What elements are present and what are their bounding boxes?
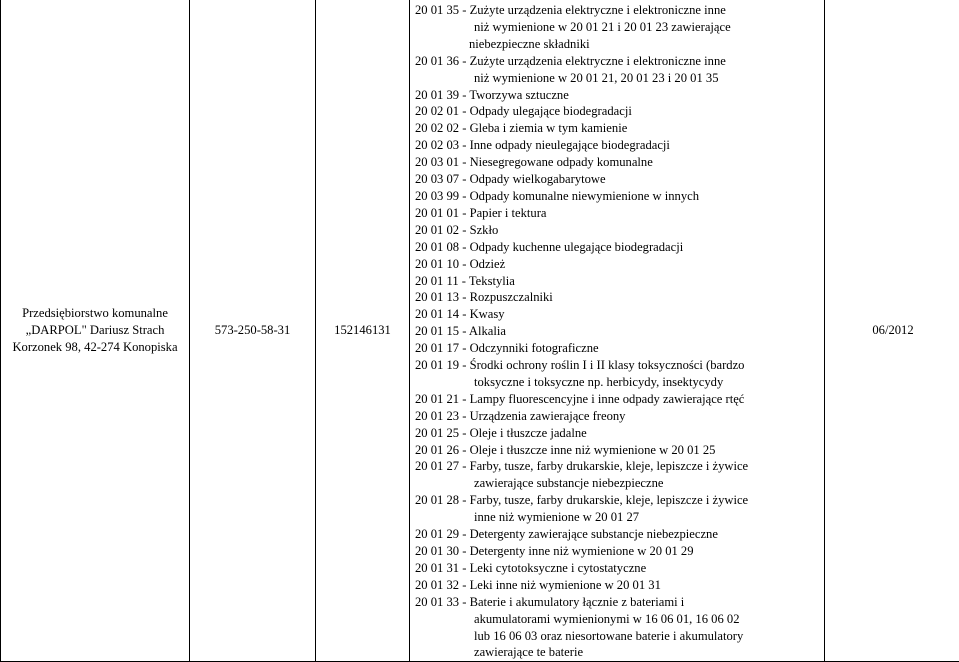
waste-code-line: 20 01 10 - Odzież [415,256,824,273]
waste-code-entry [415,256,824,273]
regon-cell [316,0,410,662]
waste-code-continuation: zawierające substancje niebezpieczne [415,475,824,492]
company-address: Korzonek 98, 42-274 Konopiska [1,339,189,356]
waste-code-line: 20 02 03 - Inne odpady nieulegające biodegradacji [415,137,824,154]
waste-code-continuation: niż wymienione w 20 01 21 i 20 01 23 zawierające [415,19,824,36]
waste-code-entry [415,357,824,391]
waste-code-entry [415,222,824,239]
waste-code-continuation: akumulatorami wymienionymi w 16 06 01, 16 06 02 [415,611,824,628]
waste-code-entry [415,425,824,442]
waste-code-line: 20 01 27 - Farby, tusze, farby drukarskie, kleje, lepiszcze i żywice [415,458,824,475]
date-cell [825,0,959,662]
waste-code-line: 20 01 11 - Tekstylia [415,273,824,290]
waste-code-entry [415,205,824,222]
waste-code-entry [415,526,824,543]
waste-code-line: 20 01 32 - Leki inne niż wymienione w 20 01 31 [415,577,824,594]
waste-code-line: 20 01 28 - Farby, tusze, farby drukarskie, kleje, lepiszcze i żywice [415,492,824,509]
waste-code-entry [415,289,824,306]
waste-code-entry [415,560,824,577]
waste-codes-list [415,2,824,661]
waste-code-entry [415,87,824,104]
waste-code-entry [415,53,824,87]
waste-code-entry [415,103,824,120]
waste-code-line: 20 01 26 - Oleje i tłuszcze inne niż wymienione w 20 01 25 [415,442,824,459]
waste-code-entry [415,323,824,340]
waste-code-line: 20 01 14 - Kwasy [415,306,824,323]
regon-value: 152146131 [334,323,391,337]
waste-code-line: 20 01 19 - Środki ochrony roślin I i II klasy toksyczności (bardzo [415,357,824,374]
waste-code-line: 20 01 31 - Leki cytotoksyczne i cytostatyczne [415,560,824,577]
waste-code-entry [415,594,824,662]
company-name-line2: „DARPOL" Dariusz Strach [1,322,189,339]
waste-codes-cell [410,0,825,662]
waste-code-continuation: niż wymienione w 20 01 21, 20 01 23 i 20 01 35 [415,70,824,87]
waste-code-entry [415,188,824,205]
waste-code-entry [415,120,824,137]
waste-code-line: 20 01 29 - Detergenty zawierające substancje niebezpieczne [415,526,824,543]
waste-code-entry [415,137,824,154]
company-name-line1: Przedsiębiorstwo komunalne [1,305,189,322]
waste-code-line: 20 01 23 - Urządzenia zawierające freony [415,408,824,425]
waste-code-line: 20 01 36 - Zużyte urządzenia elektryczne i elektroniczne inne [415,53,824,70]
waste-code-entry [415,273,824,290]
waste-code-continuation: toksyczne i toksyczne np. herbicydy, insektycydy [415,374,824,391]
waste-code-line: 20 01 02 - Szkło [415,222,824,239]
waste-code-entry [415,442,824,459]
waste-code-continuation: zawierające te baterie [415,644,824,661]
waste-code-entry [415,306,824,323]
waste-code-continuation: niebezpieczne składniki [415,36,824,53]
table-row [1,0,959,662]
waste-code-line: 20 01 25 - Oleje i tłuszcze jadalne [415,425,824,442]
waste-code-line: 20 02 02 - Gleba i ziemia w tym kamienie [415,120,824,137]
waste-code-entry [415,239,824,256]
waste-code-line: 20 01 13 - Rozpuszczalniki [415,289,824,306]
waste-code-continuation: lub 16 06 03 oraz niesortowane baterie i akumulatory [415,628,824,645]
waste-code-line: 20 03 07 - Odpady wielkogabarytowe [415,171,824,188]
waste-code-entry [415,577,824,594]
waste-code-entry [415,2,824,53]
nip-value: 573-250-58-31 [215,323,291,337]
waste-code-entry [415,408,824,425]
date-value: 06/2012 [872,323,913,337]
waste-code-line: 20 03 01 - Niesegregowane odpady komunalne [415,154,824,171]
waste-code-line: 20 01 39 - Tworzywa sztuczne [415,87,824,104]
waste-code-line: 20 01 21 - Lampy fluorescencyjne i inne odpady zawierające rtęć [415,391,824,408]
waste-code-entry [415,458,824,492]
waste-code-line: 20 03 99 - Odpady komunalne niewymienione w innych [415,188,824,205]
waste-code-line: 20 01 08 - Odpady kuchenne ulegające biodegradacji [415,239,824,256]
waste-code-line: 20 01 30 - Detergenty inne niż wymienione w 20 01 29 [415,543,824,560]
waste-code-line: 20 01 17 - Odczynniki fotograficzne [415,340,824,357]
waste-code-line: 20 01 01 - Papier i tektura [415,205,824,222]
waste-code-line: 20 01 15 - Alkalia [415,323,824,340]
waste-code-entry [415,154,824,171]
company-cell [1,0,190,662]
waste-code-entry [415,391,824,408]
waste-code-entry [415,171,824,188]
waste-code-entry [415,340,824,357]
waste-code-line: 20 01 33 - Baterie i akumulatory łącznie z bateriami i [415,594,824,611]
nip-cell [190,0,316,662]
waste-code-entry [415,543,824,560]
waste-code-continuation: inne niż wymienione w 20 01 27 [415,509,824,526]
waste-code-line: 20 01 35 - Zużyte urządzenia elektryczne i elektroniczne inne [415,2,824,19]
waste-code-entry [415,492,824,526]
waste-code-line: 20 02 01 - Odpady ulegające biodegradacji [415,103,824,120]
